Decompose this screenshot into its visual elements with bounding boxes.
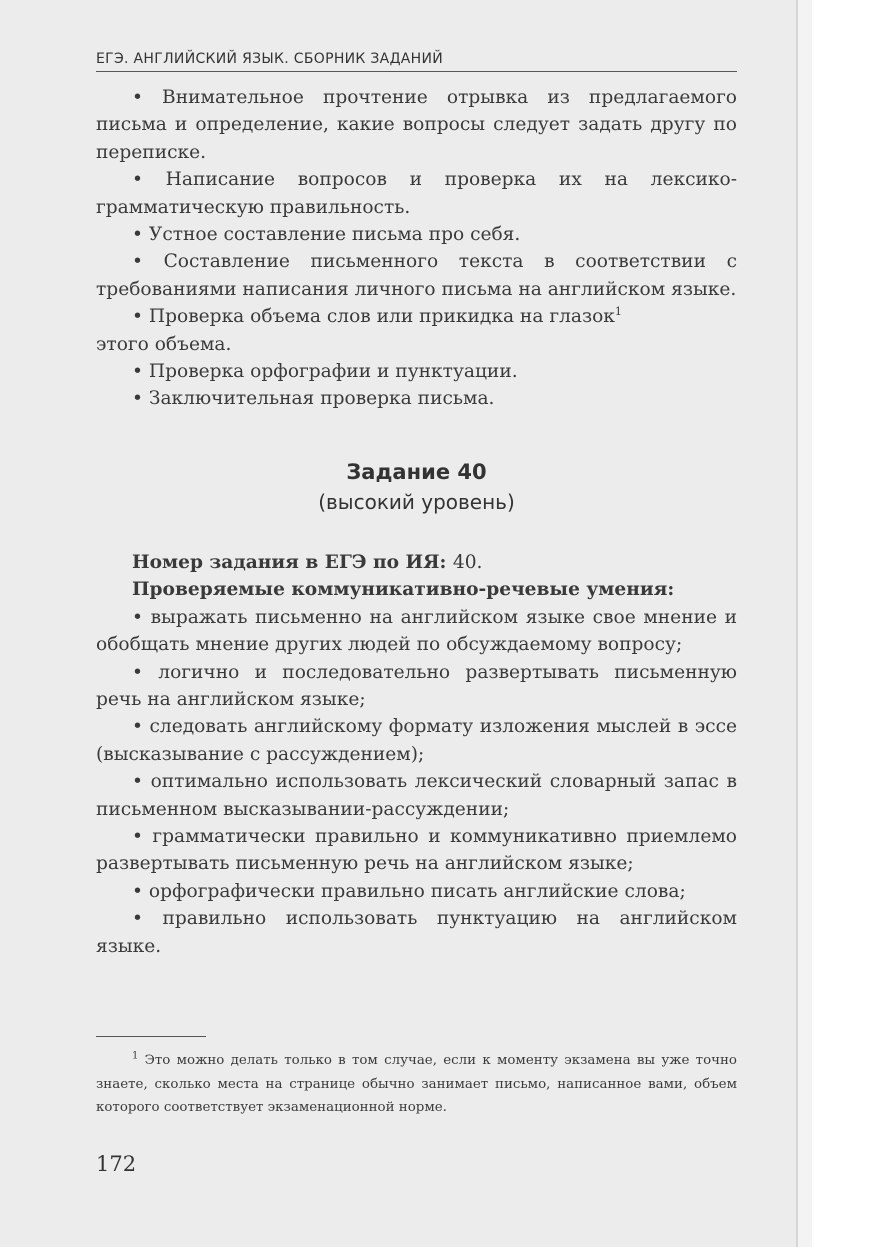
step-continuation: этого объема.: [96, 333, 232, 355]
skills-heading: Проверяемые коммуникативно-речевые умения:: [132, 579, 675, 601]
footnote-mark: 1: [132, 1050, 139, 1062]
skill-item: • грамматически правильно и коммуникативно приемлемо развертывать письменную речь на английском языке;: [96, 825, 737, 875]
step-item: • Устное составление письма про себя.: [132, 224, 521, 246]
task-number-label: Номер задания в ЕГЭ по ИЯ:: [132, 551, 447, 573]
section-title: Задание 40: [346, 459, 487, 484]
step-item: • Проверка орфографии и пунктуации.: [132, 361, 518, 383]
skill-item: • следовать английскому формату изложения мыслей в эссе (высказывание с рассуждением);: [96, 716, 737, 765]
task-number-value: 40.: [452, 551, 483, 573]
skill-item: • правильно использовать пунктуацию на английском языке.: [96, 908, 737, 957]
section-subtitle: (высокий уровень): [318, 489, 515, 514]
step-item: • Написание вопросов и проверка их на лексико-грамматическую правильность.: [96, 169, 737, 218]
task-number-line: [96, 549, 737, 576]
step-text: • Проверка объема слов или прикидка на глазок: [132, 306, 615, 328]
page-number: 172: [96, 1152, 137, 1176]
footnote-text: Это можно делать только в том случае, если к моменту экзамена вы уже точно знаете, сколько места на странице обычно занимает письмо, написанное вами, объем которого соответствует экзаменационной норме.: [96, 1053, 737, 1116]
skill-item: • логично и последовательно развертывать письменную речь на английском языке;: [96, 661, 737, 710]
header-rule: [96, 71, 737, 72]
page-edge: [798, 0, 812, 1247]
footnote: [96, 1049, 737, 1120]
step-item: • Составление письменного текста в соответствии с требованиями написания личного письма на английском языке.: [96, 251, 737, 300]
footnote-reference: 1: [614, 305, 622, 319]
skill-item: • оптимально использовать лексический словарный запас в письменном высказывании-рассуждении;: [96, 771, 737, 820]
skill-item: • выражать письменно на английском языке свое мнение и обобщать мнение других людей по обсуждаемому вопросу;: [96, 606, 737, 656]
body-text: [96, 84, 737, 960]
running-header: ЕГЭ. АНГЛИЙСКИЙ ЯЗЫК. СБОРНИК ЗАДАНИЙ: [96, 51, 444, 67]
step-item-with-footnote: [96, 303, 737, 358]
step-item: • Внимательное прочтение отрывка из предлагаемого письма и определение, какие вопросы следует задать другу по переписке.: [96, 87, 737, 163]
skill-item: • орфографически правильно писать английские слова;: [132, 880, 686, 902]
step-item: • Заключительная проверка письма.: [132, 388, 495, 410]
footnote-rule: [96, 1036, 206, 1037]
